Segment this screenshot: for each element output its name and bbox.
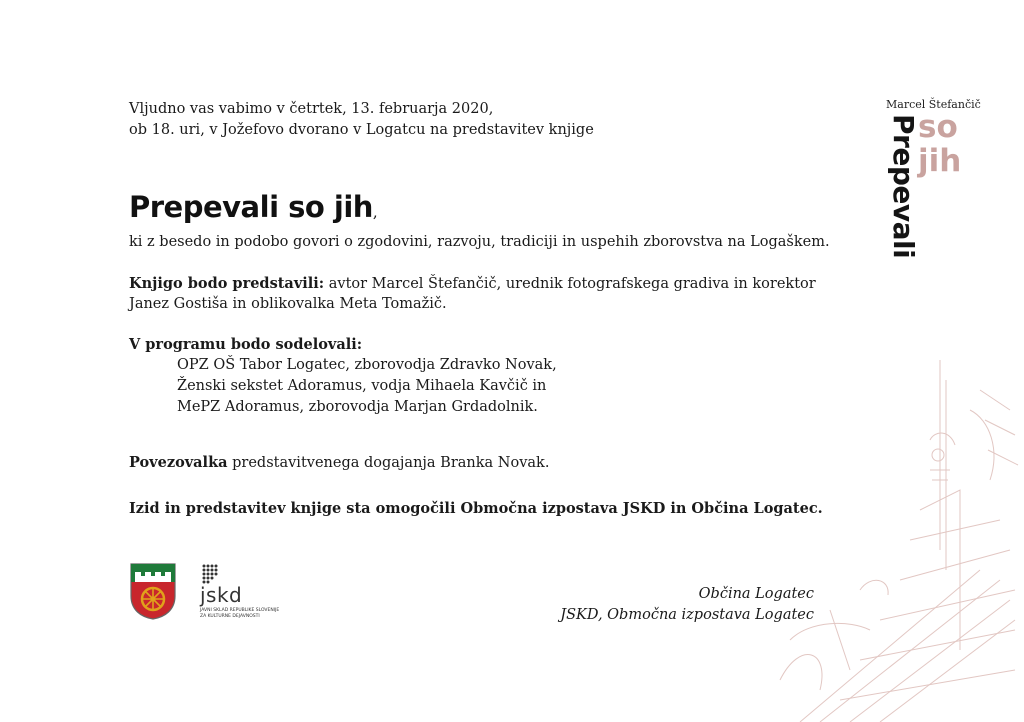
logatec-coat-of-arms — [129, 562, 177, 620]
side-logo-author: Marcel Štefančič — [886, 98, 981, 111]
jskd-subtitle-1: JAVNI SKLAD REPUBLIKE SLOVENIJE — [200, 608, 280, 613]
side-logo-word-so: so — [918, 109, 958, 145]
side-logo-word-prepevali: Prepevali — [887, 114, 920, 259]
host-text: predstavitvenega dogajanja Branka Novak. — [227, 455, 550, 471]
book-description: ki z besedo in podobo govori o zgodovini, razvoju, tradiciji in uspehih zborovstva na Logaškem. — [129, 234, 830, 250]
side-logo-prepevali — [886, 114, 920, 284]
side-logo-so-jih — [918, 110, 961, 178]
signature-line-1: Občina Logatec — [698, 586, 814, 602]
host-line — [129, 452, 549, 474]
signature-line-2: JSKD, Območna izpostava Logatec — [560, 607, 814, 623]
program-item: MePZ Adoramus, zborovodja Marjan Grdadolnik. — [177, 399, 538, 415]
book-title-comma: , — [372, 203, 378, 221]
jskd-logo — [200, 563, 280, 621]
invitation-line-2: ob 18. uri, v Jožefovo dvorano v Logatcu na predstavitev knjige — [129, 122, 594, 138]
program-label: V programu bodo sodelovali: — [129, 336, 363, 353]
invitation-line-1: Vljudno vas vabimo v četrtek, 13. februarja 2020, — [129, 101, 494, 117]
side-logo-word-jih: jih — [918, 143, 962, 179]
presenters-line-2: Janez Gostiša in oblikovalka Meta Tomažič. — [129, 296, 447, 312]
presenters-label: Knjigo bodo predstavili: — [129, 275, 325, 292]
program-item: OPZ OŠ Tabor Logatec, zborovodja Zdravko Novak, — [177, 357, 557, 373]
sponsors-line: Izid in predstavitev knjige sta omogočili Območna izpostava JSKD in Občina Logatec. — [129, 500, 823, 517]
presenters-text-1: avtor Marcel Štefančič, urednik fotografskega gradiva in korektor — [324, 276, 816, 292]
jskd-subtitle-2: ZA KULTURNE DEJAVNOSTI — [200, 614, 260, 619]
host-label: Povezovalka — [129, 454, 228, 471]
presenters-line-1 — [129, 273, 816, 295]
book-title-text: Prepevali so jih — [129, 190, 373, 224]
jskd-dots-icon — [200, 563, 224, 585]
book-title — [129, 190, 377, 224]
decorative-sketch — [760, 350, 1024, 722]
jskd-name: jskd — [200, 583, 243, 607]
program-item: Ženski sekstet Adoramus, vodja Mihaela Kavčič in — [177, 378, 547, 394]
